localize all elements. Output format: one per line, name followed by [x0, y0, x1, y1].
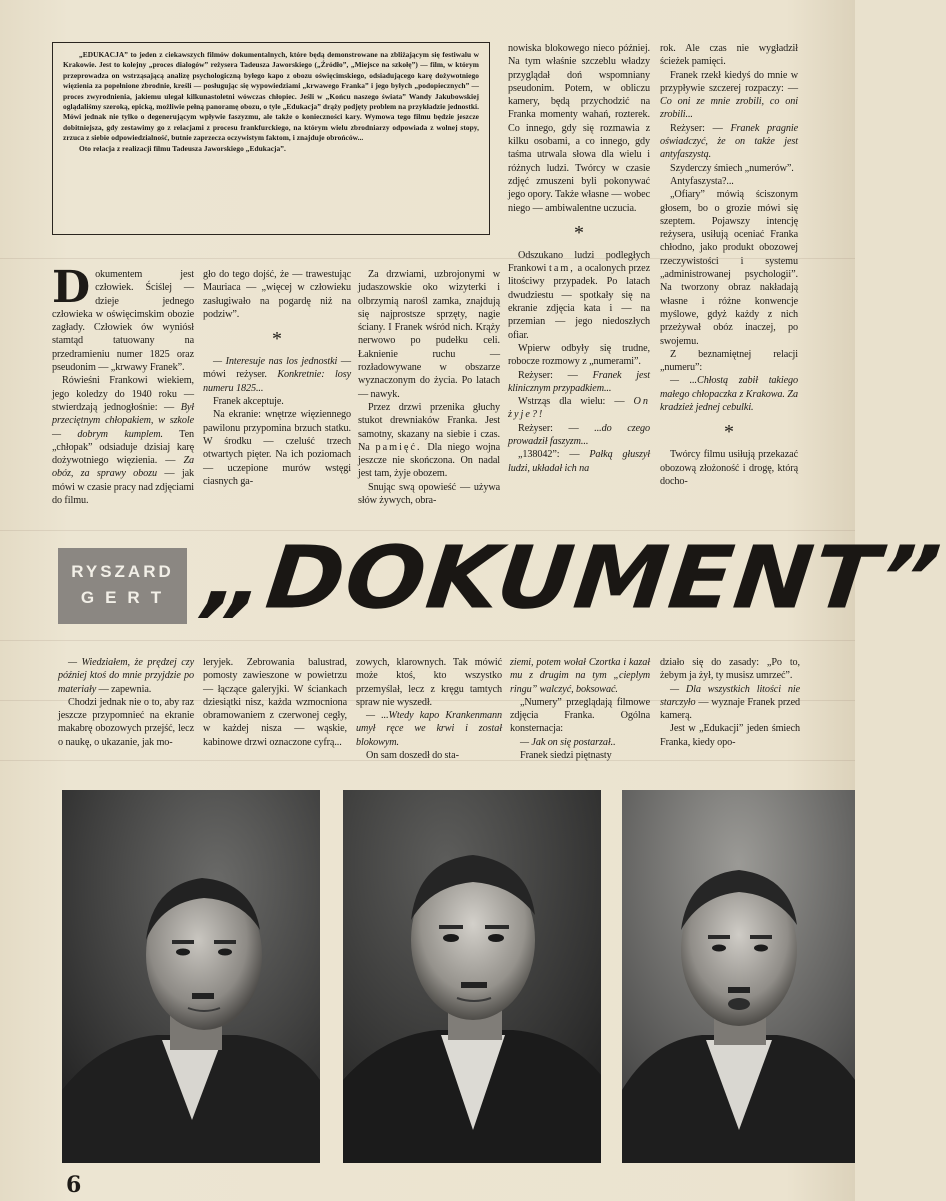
author-block — [58, 548, 187, 624]
bottom-c1-p2: Chodzi jednak nie o to, aby raz jeszcze przypomnieć na ekranie makabrę obozowych przejść, lecz o naukę, o ukazanie, jak mo- — [58, 696, 194, 748]
top-c3-spaced: pamięć. — [375, 441, 422, 453]
bottom-column-1 — [58, 656, 194, 749]
top-c2-p4: Na ekranie: wnętrze więziennego pawilonu przypomina brzuch statku. W środku — czeluść trzech otwartych pięter. Na ich poziomach — uczepione murów wstęgi ciasnych ga- — [203, 409, 351, 487]
top-c5-quote: Co oni ze mnie zrobili, co oni zrobili... — [660, 96, 798, 121]
top-c4-quote: Franek jest klinicznym przypadkiem... — [508, 369, 650, 394]
lead-text: „EDUKACJA” to jeden z ciekawszych filmów dokumentalnych, które będą demonstrowane na zbliżającym się festiwalu w Krakowie. Jest to kolejny „proces dialogów” reżysera Tadeusza Jaworskiego („Źródło”, „Miejsce na szkołę”) — film, w którym przeprowadza on wstrząsającą analizę psychologiczną byłego kapo z obozu oświęcimskiego, odsiadującego karę dożywotniego więzienia za popełnione zbrodnie, kreśli — posługując się wypowiedziami „krwawego Franka” i jego byłych „podopiecznych” — proces zwyrodnienia, jakiemu ulegał kilkunastoletni wówczas chłopiec. Jeśli w „Końcu naszego świata” Wandy Jakubowskiej oglądaliśmy szeroką, epicką, możliwie pełną panoramę obozu, o tyle „Edukacja” drąży podjęty problem na przykładzie jednostki. Mówi jednak nie tylko o degenerującym wpływie faszyzmu, ale także o konieczności kary. Wymowa tego filmu będzie jeszcze dobitniejsza, gdy zestawimy go z relacjami z procesu frankfurckiego, na którym wielu zbrodniarzy odpowiada z wolnej stopy, zrzuca z siebie odpowiedzialność, butnie zaprzecza oczywistym faktom, i znajduje obrońców... — [63, 50, 479, 143]
top-c1-p1: okumentem jest człowiek. Ściślej — dzieje jednego człowieka w oświęcimskim obozie zagłady. Człowiek ów wyniósł stamtąd tatuowany na przedramieniu numer 1825 oraz pseudonim — „krwawy Franek”. — [52, 269, 194, 374]
top-c5-p2: Franek rzekł kiedyś do mnie w przypływie szczerej rozpaczy: — — [660, 69, 798, 94]
lead-box — [52, 42, 490, 235]
top-c4-p7: „138042”: — — [518, 449, 580, 461]
bottom-c4-p2: „Numery” przeglądają filmowe zdjęcia Franka. Ogólna konsternacja: — [510, 696, 650, 735]
top-column-4 — [508, 42, 650, 475]
top-c3-p2-end: Dla niego wojna jeszcze nie skończona. On nadal jest tam, żyje obozem. — [358, 441, 501, 480]
top-c4-quote-4: Pałką głuszył ludzi, układał ich na — [508, 449, 651, 474]
portrait-photo-2 — [343, 790, 601, 1163]
top-c4-quote-3: ...do czego prowadził faszyzm... — [508, 422, 650, 448]
top-c2-p3: Franek akceptuje. — [213, 396, 284, 408]
bottom-c4-p4: Franek siedzi piętnasty — [520, 750, 612, 762]
bottom-column-4 — [510, 656, 650, 762]
top-c4-p2-end: a ocalonych przez litościwy przypadek. Po latach dwudziestu — spotkały się na ekranie zdjęcia kata i — na przemian — jego niedoszłych ofiar. — [508, 263, 650, 341]
author-last-name: GERT — [80, 588, 173, 607]
top-c1-p3-end: — jak mówi w czasie pracy nad zdjęciami do filmu. — [52, 468, 194, 507]
top-column-5 — [660, 42, 798, 488]
bottom-c3-p2: On sam doszedł do sta- — [366, 750, 459, 762]
bottom-c5-p2: Jest w „Edukacji” jeden śmiech Franka, kiedy opo- — [660, 723, 800, 748]
top-c4-p1: nowiska blokowego nieco później. Na tym właśnie szczeblu władzy przyglądał doń wspomniany pseudonim. Potem, w obliczu kamery, będą przychodzić na Franka momenty wahań, rozterek. Co innego, gdy się rozmawia z kilku osobami, a co innego, gdy taśma utrwala słowa dla wielu i różnych ludzi. Twórcy w czasie zdjęć zmuszeni byli pokonywać jego opory. Także własne — wobec niego — ambiwalentne uczucia. — [508, 43, 650, 214]
portrait-photo-3 — [622, 790, 855, 1163]
top-c2-quote-2: Konkretnie: losy numeru 1825... — [203, 369, 351, 394]
top-c5-p1: rok. Ale czas nie wygładził ścieżek pamięci. — [660, 43, 798, 68]
portrait-image-3 — [622, 790, 855, 1163]
bottom-column-3 — [356, 656, 502, 762]
top-c1-p2-end: Ten „chłopak” odsiaduje dzisiaj karę dożywotniego więzienia. — — [52, 428, 194, 467]
bottom-c5-p1-end: — wyznaje Franek przed kamerą. — [660, 696, 801, 722]
drop-cap: D — [52, 262, 91, 313]
top-c4-quote-2: On żyje?! — [508, 396, 650, 421]
portrait-image-2 — [343, 790, 601, 1163]
top-c1-p2: Rówieśni Frankowi wiekiem, jego koledzy do 1940 roku — stwierdzają jednogłośnie: — — [52, 375, 194, 413]
bottom-c4-quote-2: — Jak on się postarzał.. — [520, 736, 616, 748]
top-c2-quote: — Interesuje nas los jednostki — [213, 356, 338, 368]
bottom-c2-p1: leryjek. Zebrowania balustrad, pomosty zawieszone w powietrzu — łączące galeryjki. W ściankach dziesiątki nisz, każda wzmocniona obramowaniem z czerwonej cegły, w każdej nisza — wąskie, kabinowe drzwi oznaczone cyfrą... — [203, 657, 347, 748]
top-c3-p2: Przez drzwi przenika głuchy stukot drewniaków Franka. Jest samotny, skazany na siebie i czas. Na — [358, 401, 500, 453]
bottom-c5-quote: — Dla wszystkich litości nie starczyło — [660, 683, 800, 708]
top-c5-p4: Szyderczy śmiech „numerów”. — [670, 162, 794, 174]
top-c2-p1: gło do tego dojść, że — trawestując Mauriaca — „więcej w człowieku zasługiwało na pogardę niż na podziw”. — [203, 269, 351, 320]
top-c3-p1: Za drzwiami, uzbrojonymi w judaszowskie oko wizyterki i olbrzymią narośl zamka, znajdują się najprostsze sprzęty, nagie ściany. I Franek wśród nich. Krąży nerwowo po pudełku celi. Łaknienie ruchu — rozładowywane w obszarze wyznaczonym do życia. Po latach — nawyk. — [358, 269, 500, 400]
top-c4-spaced: tam, — [549, 263, 575, 275]
top-c5-p9: Twórcy filmu usiłują przekazać obozową złożoność i drogę, którą docho- — [660, 449, 798, 487]
top-column-3 — [358, 268, 500, 507]
bottom-c1-quote: — Wiedziałem, że prędzej czy później ktoś do mnie przyjdzie po materiały — [58, 657, 194, 695]
section-star-2: * — [574, 221, 584, 244]
top-c1-quote: Był przeciętnym chłopakiem, w szkole — dobrym kumplem. — [52, 401, 194, 440]
top-c1-quote-2: Za obóz, za sprawy obozu — [52, 455, 195, 480]
author-first-name: RYSZARD — [71, 562, 174, 581]
portrait-image-1 — [62, 790, 320, 1163]
top-c4-p2: Odszukano ludzi podległych Frankowi — [508, 249, 650, 275]
top-column-2 — [203, 268, 351, 488]
top-c4-p3: Wpierw odbyły się trudne, robocze rozmowy z „numerami”. — [508, 342, 650, 368]
top-c5-quote-2: Franek pragnie oświadczyć, że on także jest antyfaszystą. — [660, 122, 798, 161]
portrait-photo-1 — [62, 790, 320, 1163]
bottom-column-2 — [203, 656, 347, 749]
bottom-c3-p1: zowych, klarownych. Tak mówić może ktoś, kto wszystko przemyślał, lecz z kręgu tamtych spraw nie wyszedł. — [356, 657, 502, 708]
top-c4-p6: Reżyser: — — [518, 422, 579, 434]
section-star: * — [272, 328, 282, 351]
top-c4-p5: Wstrząs dla wielu: — — [518, 396, 625, 408]
top-column-1 — [52, 262, 195, 507]
page-number: 6 — [66, 1172, 82, 1198]
top-c4-p4: Reżyser: — — [518, 369, 578, 381]
bottom-column-5 — [660, 656, 800, 749]
top-c2-p2: — mówi reżyser. — [203, 356, 351, 381]
bottom-c4-quote: ziemi, potem wołał Czortka i kazał mu z drugim na tym „cieplym ringu” walczyć, boksować. — [510, 657, 650, 695]
headline: „DOKUMENT” — [199, 528, 946, 629]
top-c3-p3: Snując swą opowieść — używa słów żywych, obra- — [358, 481, 500, 507]
top-c5-quote-3: — ...Chłostą zabił takiego małego chłopaczka z Krakowa. Za kradzież jednej cebulki. — [660, 375, 798, 414]
bottom-c5-p1: działo się do zasady: „Po to, żebym ja żył, ty musisz umrzeć”. — [660, 657, 800, 682]
bottom-c3-quote: — ...Wtedy kapo Krankenmann umył ręce we krwi i został blokowym. — [356, 710, 502, 748]
top-c5-p6: „Ofiary” mówią ściszonym głosem, bo o grozie mówi się szeptem. Pojawszy intencję reżysera, usiłują oceniać Franka chłodno, jako produkt obozowej rzeczywistości i systemu „administrowanej psychologii”. Na tworzony obraz nakładają własne i różne konwencje myślowe, gdyż każdy z nich przeżywał obóz inaczej, po swojemu. — [660, 189, 798, 347]
top-c5-p3: Reżyser: — — [670, 122, 723, 134]
bottom-c1-p1: — zapewnia. — [98, 683, 152, 695]
lead-credit: Oto relacja z realizacji filmu Tadeusza Jaworskiego „Edukacja”. — [79, 143, 286, 153]
top-c5-p7: Z beznamiętnej relacji „numeru”: — [660, 348, 798, 374]
section-star-3: * — [724, 421, 734, 444]
top-c5-p5: Antyfaszysta?... — [670, 175, 734, 187]
